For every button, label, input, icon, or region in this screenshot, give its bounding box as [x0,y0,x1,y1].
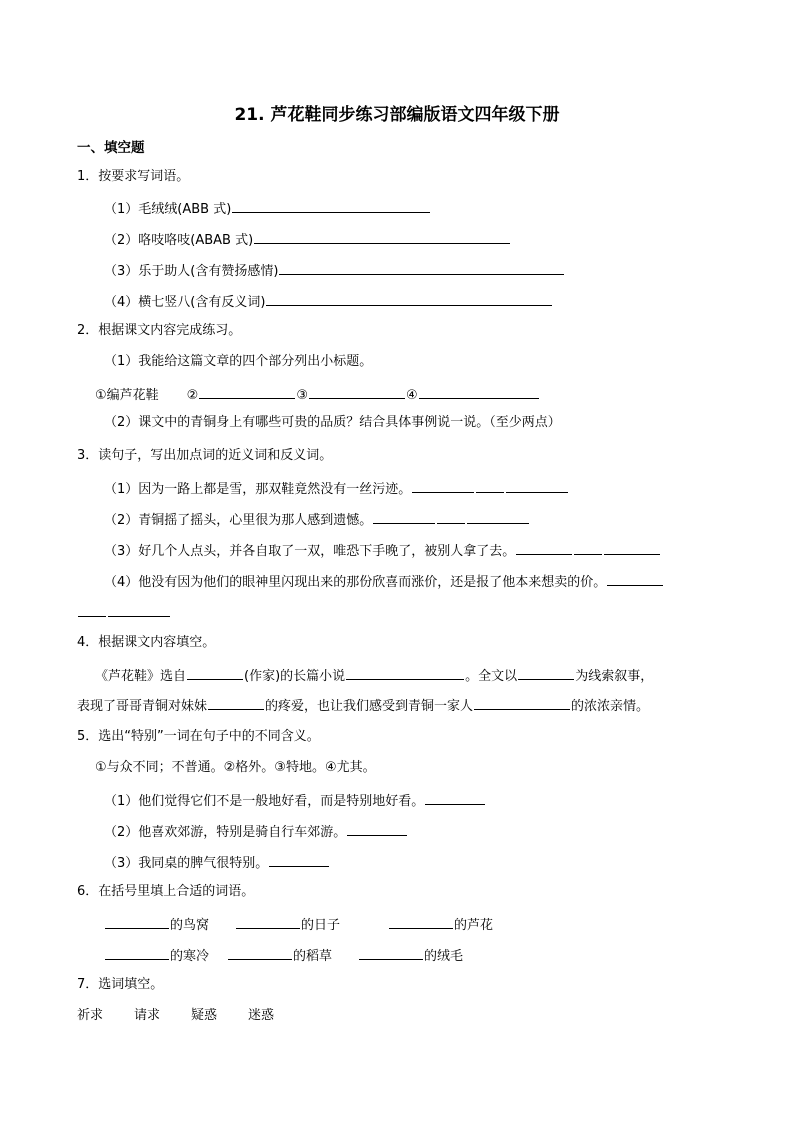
text: 表现了哥哥青铜对妹妹 [77,699,208,714]
item-text: （3）我同桌的脾气很特别。 [104,856,269,871]
phrase: 的稻草 [293,949,333,964]
question-2-sub-1: （1）我能给这篇文章的四个部分列出小标题。 [104,354,373,369]
phrase: 的芦花 [454,918,494,933]
answer-blank[interactable] [105,945,169,960]
novel-blank[interactable] [346,665,464,680]
text: 《芦花鞋》选自 [95,669,187,684]
question-2-headings [95,384,540,405]
question-7-word-bank [77,1007,274,1025]
antonym-blank[interactable] [604,540,660,555]
synonym-blank[interactable] [412,478,474,493]
question-5-item-3 [104,852,330,873]
item-text: （2）咯吱咯吱(ABAB 式) [104,233,254,248]
phrase: 的日子 [301,918,341,933]
item-text: （1）因为一路上都是雪，那双鞋竟然没有一丝污迹。 [104,482,412,497]
dash [574,545,602,555]
answer-blank[interactable] [228,945,292,960]
page-title: 21. 芦花鞋同步练习部编版语文四年级下册 [234,105,560,125]
text: 。全文以 [465,669,518,684]
item-text: （3）好几个人点头，并各自取了一双，唯恐下手晚了，被别人拿了去。 [104,544,516,559]
antonym-blank[interactable] [506,478,568,493]
question-1-item-3 [104,260,565,281]
answer-blank[interactable] [474,695,570,710]
question-5-item-1 [104,790,486,811]
section-heading: 一、填空题 [77,140,145,156]
author-blank[interactable] [187,665,243,680]
question-3-item-1 [104,478,569,499]
item-text: （4）横七竖八(含有反义词) [104,295,266,310]
heading-1: ①编芦花鞋 [95,388,159,403]
answer-blank[interactable] [425,790,485,805]
answer-blank[interactable] [266,291,552,306]
text: (作家)的长篇小说 [244,669,346,684]
question-2-sub-2: （2）课文中的青铜身上有哪些可贵的品质？结合具体事例说一说。（至少两点） [104,415,561,430]
question-6-row-2 [104,945,463,966]
synonym-blank[interactable] [607,571,663,586]
phrase: 的寒冷 [170,949,210,964]
word: 祈求 [77,1008,104,1023]
question-3-item-4-cont [77,602,171,623]
answer-blank[interactable] [254,229,510,244]
answer-blank[interactable] [269,852,329,867]
answer-blank[interactable] [232,198,430,213]
word: 请求 [134,1008,161,1023]
question-6-stem: 6．在括号里填上合适的词语。 [77,884,255,899]
item-text: （2）青铜摇了摇头，心里很为那人感到遗憾。 [104,513,373,528]
item-text: （3）乐于助人(含有赞扬感情) [104,264,279,279]
question-1-stem: 1．按要求写词语。 [77,169,190,184]
question-3-item-3 [104,540,661,561]
heading-4-label: ④ [405,388,418,403]
word: 迷惑 [248,1008,275,1023]
question-1-item-1 [104,198,431,219]
question-1-item-4 [104,291,553,312]
item-text: （1）他们觉得它们不是一般地好看，而是特别地好看。 [104,794,425,809]
phrase: 的绒毛 [424,949,464,964]
phrase: 的鸟窝 [170,918,210,933]
question-3-item-4 [104,571,664,592]
text: 为线索叙事， [575,669,654,684]
question-5-item-2 [104,821,408,842]
answer-blank[interactable] [279,260,564,275]
item-text: （2）他喜欢郊游，特别是骑自行车郊游。 [104,825,347,840]
question-5-options: ①与众不同；不普通。②格外。③特地。④尤其。 [95,760,376,775]
text: 的疼爱，也让我们感受到青铜一家人 [265,699,474,714]
question-6-row-1 [104,914,493,935]
answer-blank[interactable] [419,384,539,399]
answer-blank[interactable] [208,695,264,710]
answer-blank[interactable] [105,914,169,929]
word: 疑惑 [191,1008,218,1023]
heading-3-label: ③ [296,388,308,403]
question-3-stem: 3．读句子，写出加点词的近义词和反义词。 [77,448,333,463]
answer-blank[interactable] [347,821,407,836]
antonym-blank[interactable] [467,509,529,524]
dash [78,607,106,617]
question-5-stem: 5．选出“特别”一词在句子中的不同含义。 [77,729,320,744]
question-7-stem: 7．选词填空。 [77,977,164,992]
dash [476,483,504,493]
synonym-blank[interactable] [516,540,572,555]
question-1-item-2 [104,229,511,250]
question-3-item-2 [104,509,530,530]
question-4-line-1 [95,665,653,686]
question-4-line-2 [77,695,649,716]
answer-blank[interactable] [389,914,453,929]
dash [437,514,465,524]
answer-blank[interactable] [309,384,405,399]
text: 的浓浓亲情。 [571,699,650,714]
clue-blank[interactable] [518,665,574,680]
question-2-stem: 2．根据课文内容完成练习。 [77,323,242,338]
question-4-stem: 4．根据课文内容填空。 [77,635,216,650]
answer-blank[interactable] [236,914,300,929]
heading-2-label: ② [186,388,199,403]
antonym-blank[interactable] [108,602,170,617]
answer-blank[interactable] [199,384,295,399]
item-text: （1）毛绒绒(ABB 式) [104,202,232,217]
synonym-blank[interactable] [373,509,435,524]
item-text: （4）他没有因为他们的眼神里闪现出来的那份欣喜而涨价，还是报了他本来想卖的价。 [104,575,607,590]
answer-blank[interactable] [359,945,423,960]
